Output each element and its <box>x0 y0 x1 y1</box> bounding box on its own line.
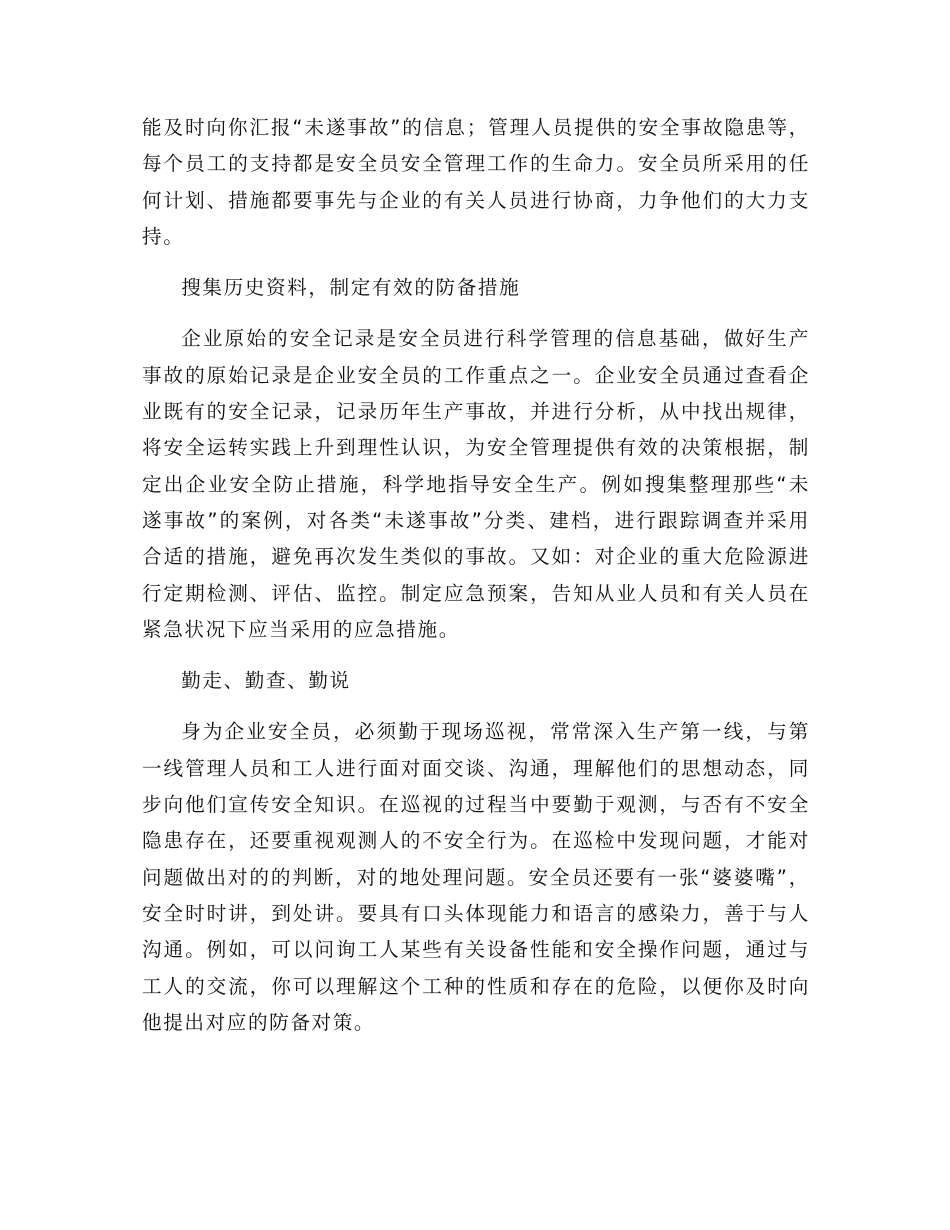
paragraph-site-inspection: 身为企业安全员，必须勤于现场巡视，常常深入生产第一线，与第一线管理人员和工人进行面对面交谈、沟通，理解他们的思想动态，同步向他们宣传安全知识。在巡视的过程当中要勤于观测，与否有不安全隐患存在，还要重视观测人的不安全行为。在巡检中发现问题，才能对问题做出对的的判断，对的地处理问题。安全员还要有一张“婆婆嘴”，安全时时讲，到处讲。要具有口头体现能力和语言的感染力，善于与人沟通。例如，可以问询工人某些有关设备性能和安全操作问题，通过与工人的交流，你可以理解这个工种的性质和存在的危险，以便你及时向他提出对应的防备对策。 <box>142 720 810 1034</box>
paragraph-safety-records: 企业原始的安全记录是安全员进行科学管理的信息基础，做好生产事故的原始记录是企业安全员的工作重点之一。企业安全员通过查看企业既有的安全记录，记录历年生产事故，并进行分析，从中找出规律，将安全运转实践上升到理性认识，为安全管理提供有效的决策根据，制定出企业安全防止措施，科学地指导安全生产。例如搜集整理那些“未遂事故”的案例，对各类“未遂事故”分类、建档，进行跟踪调查并采用合适的措施，避免再次发生类似的事故。又如：对企业的重大危险源进行定期检测、评估、监控。制定应急预案，告知从业人员和有关人员在紧急状况下应当采用的应急措施。 <box>142 327 810 641</box>
section-heading-diligence: 勤走、勤查、勤说 <box>181 669 351 693</box>
paragraph-continuation: 能及时向你汇报“未遂事故”的信息；管理人员提供的安全事故隐患等，每个员工的支持都是安全员安全管理工作的生命力。安全员所采用的任何计划、措施都要事先与企业的有关人员进行协商，力争他们的大力支持。 <box>142 116 810 248</box>
section-heading-history: 搜集历史资料，制定有效的防备措施 <box>181 276 521 300</box>
document-body <box>142 110 810 1056</box>
